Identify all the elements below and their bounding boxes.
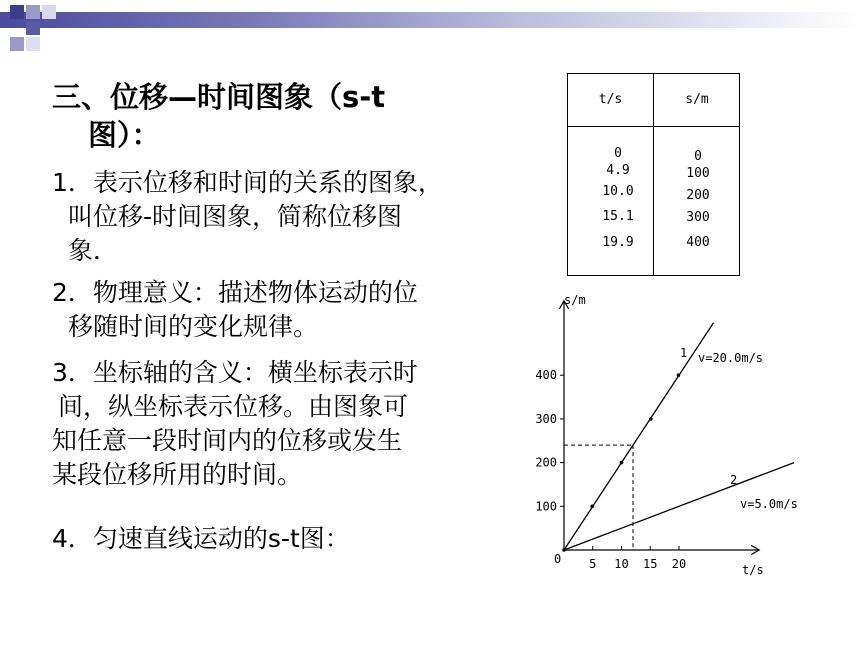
table-cell: 10.0 [602, 184, 634, 199]
text-line: 叫位移-时间图象，简称位移图 [68, 202, 403, 231]
paragraph-uniform-motion [52, 522, 482, 556]
origin-label: 0 [554, 552, 562, 566]
text-line: 间，纵坐标表示位移。由图象可 [58, 392, 409, 421]
text-line: 4．匀速直线运动的s-t图： [52, 524, 350, 553]
x-tick-label: 10 [614, 557, 629, 571]
table-cell: 100 [686, 166, 710, 181]
title-line-2: 图）： [88, 118, 161, 152]
series-line-1 [564, 323, 714, 550]
y-tick-label: 400 [535, 368, 557, 383]
data-point [677, 373, 681, 377]
data-point [649, 417, 653, 421]
data-point [620, 461, 624, 465]
data-point [590, 505, 594, 509]
text-line: 3．坐标轴的含义：横坐标表示时 [52, 358, 418, 387]
decor-square-5 [10, 37, 24, 51]
series-annotation-2: v=5.0m/s [740, 497, 798, 511]
y-tick-label: 100 [535, 499, 557, 514]
data-table [567, 73, 740, 276]
x-tick-label: 15 [643, 557, 658, 571]
title-line-1: 三、位移—时间图象（s-t [52, 80, 386, 114]
series-label-1: 1 [680, 346, 688, 360]
y-axis-label: s/m [564, 293, 586, 307]
series-label-2: 2 [730, 473, 738, 487]
table-divider-horizontal [568, 126, 739, 127]
table-cell: 0 [694, 149, 702, 164]
x-tick-label: 5 [589, 557, 597, 571]
table-cell: 15.1 [602, 209, 634, 224]
x-tick-label: 20 [671, 557, 687, 571]
table-header-time: t/s [598, 92, 623, 107]
table-cell: 0 [614, 146, 622, 161]
slide-title [52, 78, 472, 154]
x-axis-label: t/s [742, 563, 764, 577]
text-line: 某段位移所用的时间。 [52, 460, 303, 489]
text-line: 象． [68, 236, 119, 265]
text-line: 2．物理意义：描述物体运动的位 [52, 278, 418, 307]
header-band [0, 12, 860, 28]
table-header-displacement: s/m [685, 92, 709, 107]
decor-square-4 [26, 21, 40, 35]
table-cell: 400 [686, 235, 710, 250]
paragraph-meaning [52, 276, 482, 344]
table-cell: 300 [686, 210, 710, 225]
decor-square-3 [42, 5, 56, 19]
text-line: 1．表示位移和时间的关系的图象， [52, 168, 443, 197]
table-cell: 4.9 [606, 163, 630, 178]
decor-square-1 [10, 5, 24, 19]
series-group [562, 323, 798, 552]
y-tick-label: 200 [535, 455, 557, 470]
paragraph-axes [52, 356, 482, 492]
decor-square-6 [26, 37, 40, 51]
text-line: 知任意一段时间内的位移或发生 [52, 426, 403, 455]
decor-square-2 [26, 5, 40, 19]
text-line: 移随时间的变化规律。 [68, 312, 319, 341]
y-ticks [535, 368, 564, 513]
table-cell: 200 [686, 188, 710, 203]
table-cell: 19.9 [602, 235, 634, 250]
series-annotation-1: v=20.0m/s [698, 351, 764, 365]
y-tick-label: 300 [535, 411, 557, 426]
st-graph [520, 290, 820, 590]
paragraph-definition [52, 166, 482, 268]
